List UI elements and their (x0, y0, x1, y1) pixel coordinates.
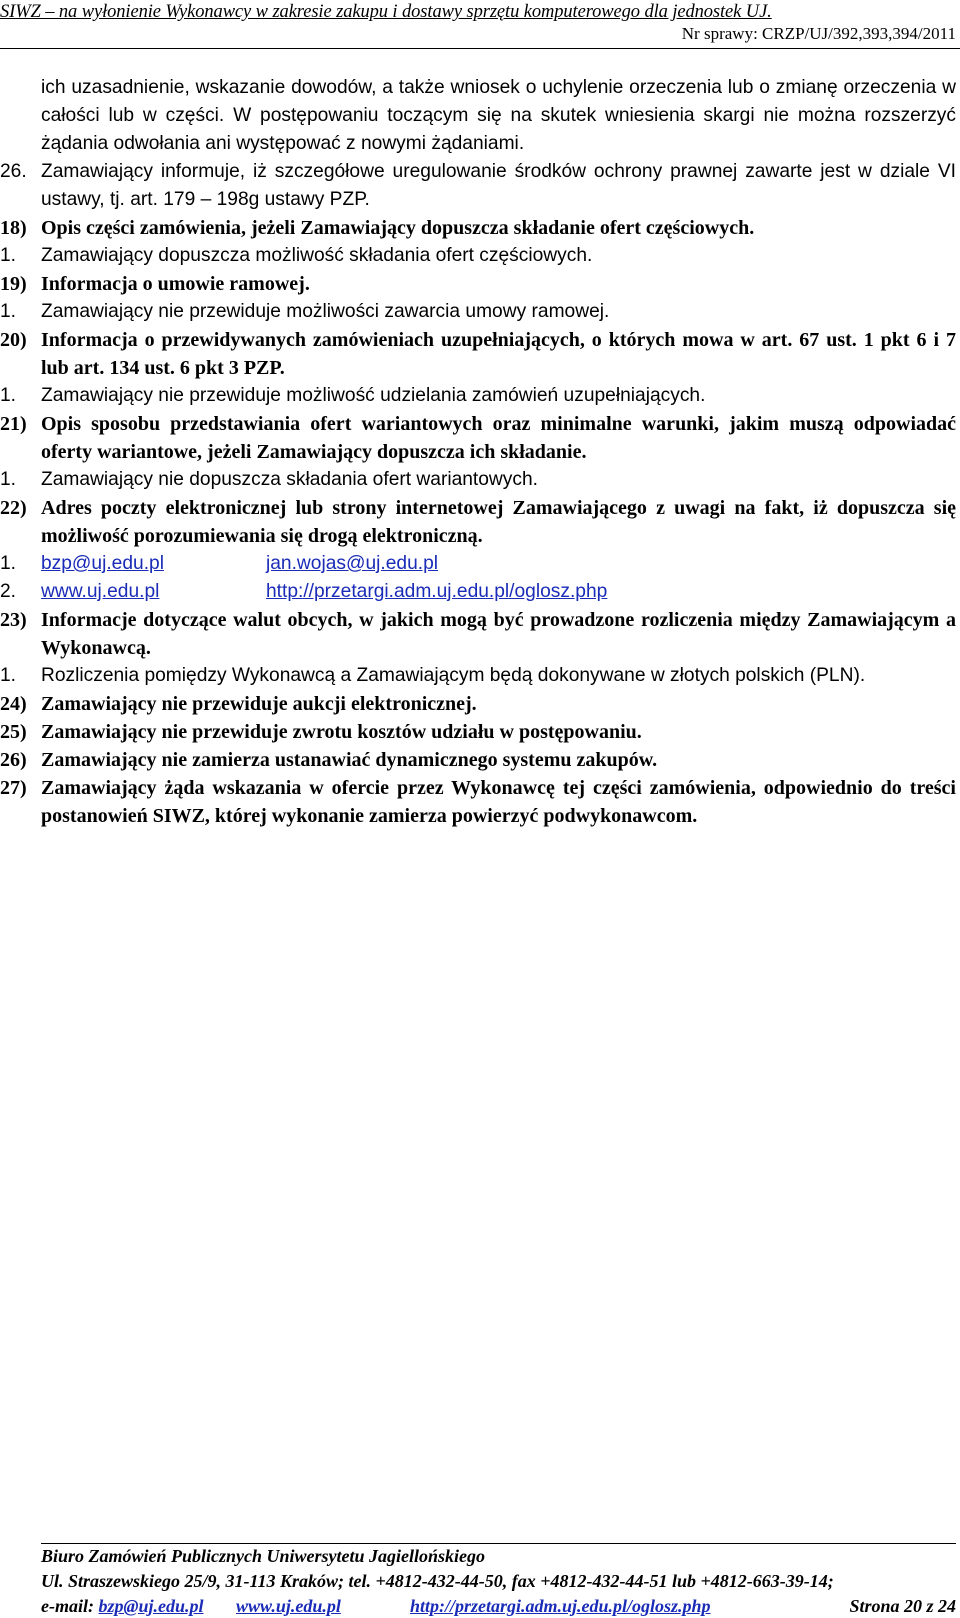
point-text: Zamawiający nie przewiduje możliwości zawarcia umowy ramowej. (41, 301, 610, 322)
document-header-title: SIWZ – na wyłonienie Wykonawcy w zakresie zakupu i dostawy sprzętu komputerowego dla jednostek UJ. (0, 2, 772, 22)
section-title: Zamawiający nie przewiduje aukcji elektronicznej. (41, 693, 477, 715)
website-link[interactable]: www.uj.edu.pl (41, 581, 160, 602)
footer-email-link[interactable]: bzp@uj.edu.pl (98, 1596, 204, 1616)
section-number: 24) (0, 693, 27, 715)
footer-url-link[interactable]: http://przetargi.adm.uj.edu.pl/oglosz.php (410, 1596, 711, 1616)
point-text: Zamawiający nie przewiduje możliwość udzielania zamówień uzupełniających. (41, 385, 706, 406)
section-title: Zamawiający nie przewiduje zwrotu kosztów udziału w postępowaniu. (41, 721, 642, 743)
footer-address: Ul. Straszewskiego 25/9, 31-113 Kraków; tel. +4812-432-44-50, fax +4812-432-44-51 lub +4812-663-39-14; (41, 1571, 834, 1591)
section-20-heading (0, 326, 956, 382)
section-18-heading (0, 214, 956, 242)
section-title: Opis sposobu przedstawiania ofert wariantowych oraz minimalne warunki, jakim muszą odpowiadać oferty wariantowe, jeżeli Zamawiający dopuszcza ich składanie. (41, 413, 956, 463)
point-text: Zamawiający informuje, iż szczegółowe uregulowanie środków ochrony prawnej zawarte jest w dziale VI ustawy, tj. art. 179 – 198g ustawy PZP. (41, 161, 956, 210)
section-25-heading (0, 718, 956, 746)
section-title: Adres poczty elektronicznej lub strony internetowej Zamawiającego z uwagi na fakt, iż dopuszcza się możliwość porozumiewania się drogą elektroniczną. (41, 497, 956, 547)
tender-page-link[interactable]: http://przetargi.adm.uj.edu.pl/oglosz.php (266, 581, 608, 602)
section-number: 22) (0, 497, 27, 519)
footer-divider (41, 1543, 956, 1544)
section-19-heading (0, 270, 956, 298)
point-number: 1. (0, 385, 17, 406)
point-number: 1. (0, 553, 17, 574)
point-number: 26. (0, 161, 27, 182)
footer-email-label: e-mail: (41, 1596, 94, 1616)
paragraph-continuation: ich uzasadnienie, wskazanie dowodów, a także wniosek o uchylenie orzeczenia lub o zmianę orzeczenia w całości lub w części. W postępowaniu toczącym się na skutek wniesienia skargi nie można rozszerzyć żądania odwołania ani występować z nowymi żądaniami. (41, 77, 956, 154)
footer-contact-line (41, 1595, 956, 1617)
section-26-heading (0, 746, 956, 774)
email-link-bzp[interactable]: bzp@uj.edu.pl (41, 553, 164, 574)
section-number: 26) (0, 749, 27, 771)
section-number: 23) (0, 609, 27, 631)
section-number: 18) (0, 217, 27, 239)
point-number: 2. (0, 581, 17, 602)
section-23-point-1 (0, 662, 956, 690)
section-title: Zamawiający żąda wskazania w ofercie przez Wykonawcę tej części zamówienia, odpowiednio do treści postanowień SIWZ, której wykonanie zamierza powierzyć podwykonawcom. (41, 777, 956, 827)
section-23-heading (0, 606, 956, 662)
case-number: Nr sprawy: CRZP/UJ/392,393,394/2011 (681, 24, 956, 43)
page-number: Strona 20 z 24 (849, 1596, 956, 1616)
section-number: 21) (0, 413, 27, 435)
point-26 (0, 158, 956, 214)
section-18-point-1 (0, 242, 956, 270)
section-19-point-1 (0, 298, 956, 326)
document-body (0, 74, 956, 830)
section-number: 25) (0, 721, 27, 743)
section-number: 27) (0, 777, 27, 799)
point-text: Zamawiający dopuszcza możliwość składania ofert częściowych. (41, 245, 593, 266)
section-number: 19) (0, 273, 27, 295)
point-text: Zamawiający nie dopuszcza składania ofert wariantowych. (41, 469, 538, 490)
point-number: 1. (0, 469, 17, 490)
section-title: Informacje dotyczące walut obcych, w jakich mogą być prowadzone rozliczenia między Zamawiającym a Wykonawcą. (41, 609, 956, 659)
section-24-heading (0, 690, 956, 718)
point-text: Rozliczenia pomiędzy Wykonawcą a Zamawiającym będą dokonywane w złotych polskich (PLN). (41, 665, 866, 686)
footer-org: Biuro Zamówień Publicznych Uniwersytetu Jagiellońskiego (41, 1546, 486, 1566)
section-title: Zamawiający nie zamierza ustanawiać dynamicznego systemu zakupów. (41, 749, 658, 771)
section-title: Opis części zamówienia, jeżeli Zamawiający dopuszcza składanie ofert częściowych. (41, 217, 755, 239)
section-27-heading (0, 774, 956, 830)
section-22-point-2 (0, 578, 956, 606)
section-21-point-1 (0, 466, 956, 494)
header-divider (0, 48, 960, 49)
point-number: 1. (0, 245, 17, 266)
section-21-heading (0, 410, 956, 466)
section-20-point-1 (0, 382, 956, 410)
section-title: Informacja o umowie ramowej. (41, 273, 310, 295)
footer-www-link[interactable]: www.uj.edu.pl (236, 1596, 341, 1616)
section-22-point-1 (0, 550, 956, 578)
point-number: 1. (0, 301, 17, 322)
point-number: 1. (0, 665, 17, 686)
section-title: Informacja o przewidywanych zamówieniach uzupełniających, o których mowa w art. 67 ust. 1 pkt 6 i 7 lub art. 134 ust. 6 pkt 3 PZP. (41, 329, 956, 379)
email-link-wojas[interactable]: jan.wojas@uj.edu.pl (266, 553, 439, 574)
section-number: 20) (0, 329, 27, 351)
section-22-heading (0, 494, 956, 550)
